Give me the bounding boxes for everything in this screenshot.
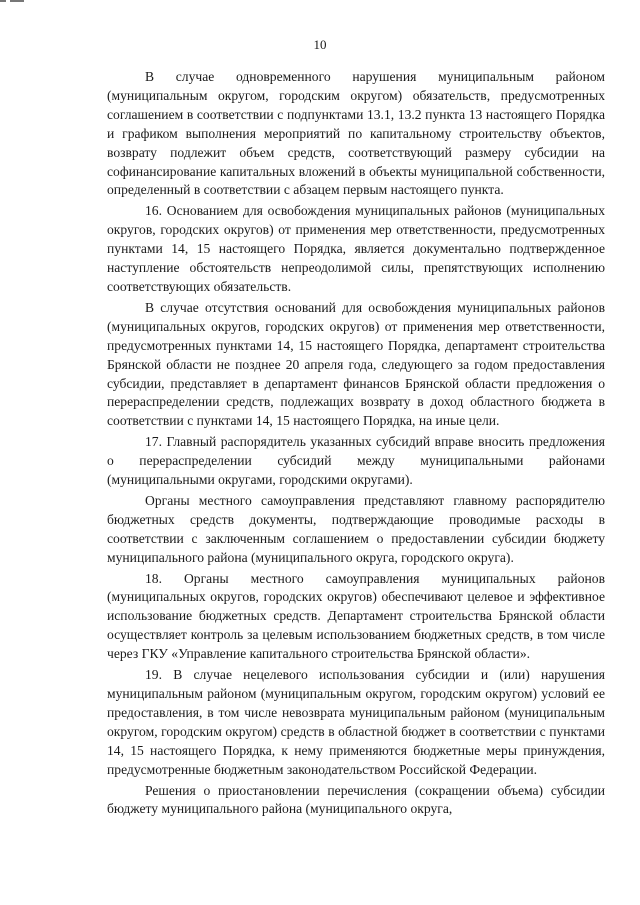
paragraph-17: 17. Главный распорядитель указанных субсидий вправе вносить предложения о перераспределении субсидий между муниципальными районами (муниципальными округами, городскими округами). <box>107 434 605 488</box>
page-number: 10 <box>313 37 327 52</box>
paragraph-no-grounds: В случае отсутствия оснований для освобождения муниципальных районов (муниципальных округов, городских округов) от применения мер ответственности, предусмотренных пунктами 14, 15 настоящего Порядка, департамент строительства Брянской области не позднее 20 апреля года, следующего за годом предоставления субсидии, представляет в департамент финансов Брянской области предложения о перераспределении средств, подлежащих возврату в доход областного бюджета в соответствии с пунктами 14, 15 настоящего Порядка, на иные цели. <box>107 299 605 429</box>
scan-corner-mark <box>0 0 26 6</box>
paragraph-16: 16. Основанием для освобождения муниципальных районов (муниципальных округов, городских округов) от применения мер ответственности, предусмотренных пунктами 14, 15 настоящего Порядка, является документально подтвержденное наступление обстоятельств непреодолимой силы, препятствующих исполнению соответствующих обязательств. <box>107 203 605 294</box>
paragraph-19: 19. В случае нецелевого использования субсидии и (или) нарушения муниципальным районом (муниципальным округом, городским округом) условий ее предоставления, в том числе невозврата муниципальным районом (муниципальным округом, городским округом) средств в областной бюджет в соответствии с пунктами 14, 15 настоящего Порядка, к нему применяются бюджетные меры принуждения, предусмотренные бюджетным законодательством Российской Федерации. <box>107 667 605 777</box>
paragraph-violation: В случае одновременного нарушения муниципальным районом (муниципальным округом, городским округом) обязательств, предусмотренных соглашением в соответствии с подпунктами 13.1, 13.2 пункта 13 настоящего Порядка и графиком выполнения мероприятий по капитальному строительству объектов, возврату подлежит объем средств, соответствующий размеру субсидии на софинансирование капитальных вложений в объекты муниципальной собственности, определенный в соответствии с абзацем первым настоящего пункта. <box>107 69 605 198</box>
document-body <box>107 68 605 821</box>
paragraph-suspension: Решения о приостановлении перечисления (сокращении объема) субсидии бюджету муниципального района (муниципального округа, <box>107 782 605 817</box>
paragraph-18: 18. Органы местного самоуправления муниципальных районов (муниципальных округов, городских округов) обеспечивают целевое и эффективное использование бюджетных средств. Департамент строительства Брянской области осуществляет контроль за целевым использованием бюджетных средств, в том числе через ГКУ «Управление капитального строительства Брянской области». <box>107 570 605 662</box>
paragraph-local-authorities: Органы местного самоуправления представляют главному распорядителю бюджетных средств документы, подтверждающие проводимые расходы в соответствии с заключенным соглашением о предоставлении субсидии бюджету муниципального района (муниципального округа, городского округа). <box>107 492 605 565</box>
